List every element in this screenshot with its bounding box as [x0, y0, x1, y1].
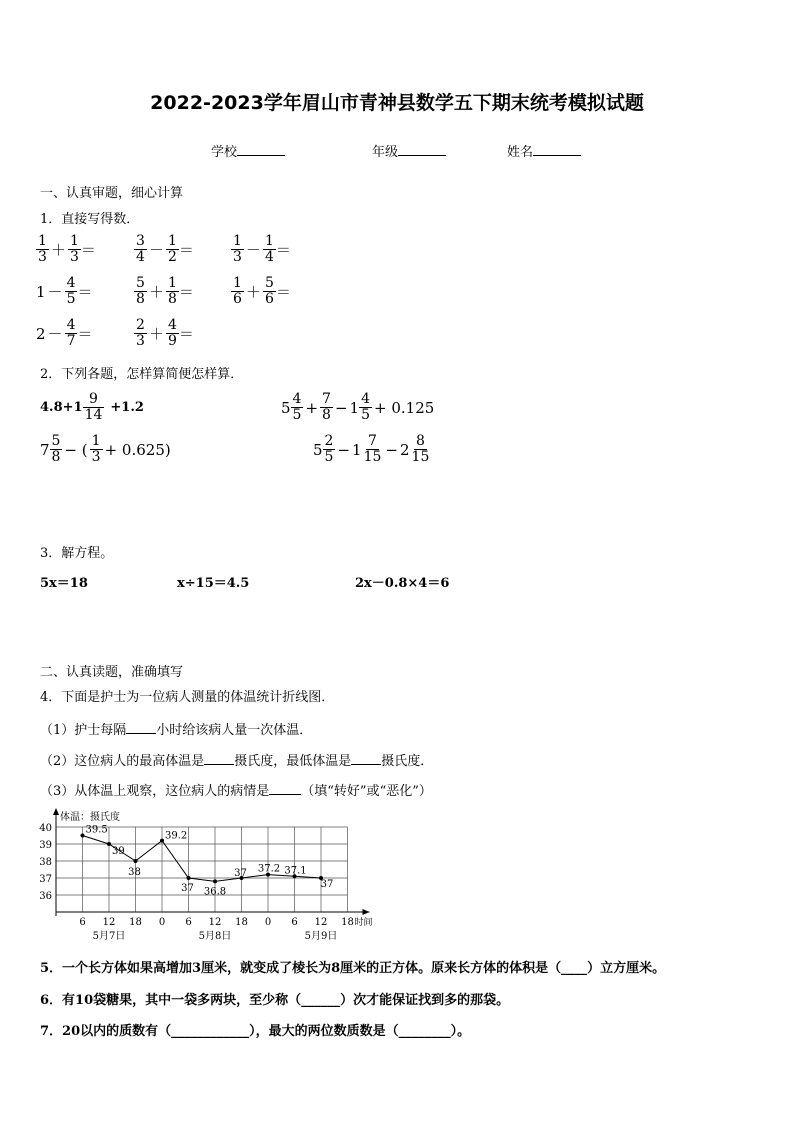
data-point [107, 842, 111, 846]
calc-1-3: $\frac{1}{3}$ － $\frac{1}{4}$ ＝ [233, 233, 291, 265]
x-tick-label: 18 [235, 917, 248, 928]
data-point [160, 839, 164, 843]
expr-2-2: 5 $\frac{4}{5}$ + $\frac{7}{8}$ − 1 $\frac{4}{5}$ + 0.125 [281, 391, 435, 423]
calc-2-3: $\frac{1}{6}$ ＋ $\frac{5}{6}$ ＝ [233, 275, 291, 307]
x-tick-label: 6 [79, 917, 86, 928]
calc-1-1: $\frac{1}{3}$ ＋ $\frac{1}{3}$ ＝ [38, 233, 96, 265]
x-tick-label: 12 [314, 917, 328, 928]
section-1-heading: 一、认真审题，细心计算 [40, 186, 184, 201]
day-label: 5月8日 [198, 931, 232, 942]
question-2: 2．下列各题，怎样算简便怎样算． [40, 367, 244, 382]
equation-1: 5x＝18 [40, 576, 88, 591]
y-tick-label: 38 [39, 857, 52, 868]
x-axis-label: 时间 [354, 918, 373, 928]
name-field[interactable] [507, 141, 581, 160]
grade-label: 年级 [372, 145, 399, 160]
calc-2-1: 1 － $\frac{4}{5}$ ＝ [36, 275, 93, 307]
x-tick-label: 18 [341, 917, 354, 928]
data-label: 39.5 [85, 824, 108, 836]
question-1: 1．直接写得数． [40, 212, 140, 227]
question-6: 6．有10袋糖果，其中一袋多两块，至少称（______）次才能保证找到多的那袋。 [40, 993, 510, 1008]
calc-3-1: 2 － $\frac{4}{7}$ ＝ [36, 317, 93, 349]
data-label: 39 [112, 846, 125, 857]
question-5: 5．一个长方体如果高增加3厘米，就变成了棱长为8厘米的正方体。原来长方体的体积是（____）立方厘米。 [40, 961, 666, 976]
name-label: 姓名 [507, 145, 534, 160]
day-label: 5月7日 [92, 931, 126, 942]
day-label: 5月9日 [304, 931, 338, 942]
page-title: 2022-2023学年眉山市青神县数学五下期末统考模拟试题 [150, 92, 644, 114]
grade-blank[interactable] [398, 143, 446, 156]
answer-blank[interactable] [126, 721, 156, 734]
x-tick-label: 0 [158, 917, 166, 928]
data-point [213, 879, 217, 883]
data-label: 37 [234, 868, 247, 879]
x-tick-label: 6 [185, 917, 192, 928]
data-label: 36.8 [203, 886, 227, 898]
data-point [81, 834, 85, 838]
y-tick-label: 40 [39, 823, 52, 834]
school-blank[interactable] [237, 143, 285, 156]
question-3: 3．解方程。 [40, 546, 114, 561]
calc-1-2: $\frac{3}{4}$ － $\frac{1}{2}$ ＝ [136, 233, 194, 265]
section-2-heading: 二、认真读题，准确填写 [40, 665, 184, 680]
y-tick-label: 39 [39, 840, 52, 851]
data-label: 38 [128, 867, 141, 878]
question-4-1: （1）护士每隔 小时给该病人量一次体温． [40, 723, 313, 738]
x-tick-label: 0 [264, 917, 272, 928]
data-label: 37.1 [284, 865, 307, 877]
answer-blank[interactable] [204, 752, 234, 765]
expr-2-3: 7 $\frac{5}{8}$ − ( $\frac{1}{3}$ + 0.625) [40, 433, 171, 465]
temperature-line-chart [34, 808, 394, 948]
chart-title: 体温：摄氏度 [60, 812, 120, 823]
equation-2: x÷15＝4.5 [177, 576, 250, 591]
calc-3-2: $\frac{2}{3}$ ＋ $\frac{4}{9}$ ＝ [136, 317, 194, 349]
data-label: 37 [320, 879, 334, 890]
question-4-2: （2）这位病人的最高体温是 摄氏度，最低体温是 摄氏度． [40, 754, 434, 769]
x-tick-label: 18 [129, 917, 142, 928]
grade-field[interactable] [372, 141, 446, 160]
expr-2-1: 4.8+1 $\frac{9}{14}$ +1.2 [40, 391, 144, 423]
answer-blank[interactable] [351, 752, 381, 765]
x-axis-arrow [363, 909, 370, 915]
y-axis-arrow [53, 808, 59, 815]
x-tick-label: 12 [208, 917, 222, 928]
answer-blank[interactable] [269, 782, 301, 795]
calc-2-2: $\frac{5}{8}$ ＋ $\frac{1}{8}$ ＝ [136, 275, 194, 307]
question-4: 4．下面是护士为一位病人测量的体温统计折线图． [40, 690, 335, 705]
data-point [134, 859, 138, 863]
x-tick-label: 6 [291, 917, 298, 928]
data-label: 39.2 [165, 830, 188, 842]
data-point [187, 876, 191, 880]
x-tick-label: 12 [102, 917, 116, 928]
school-label: 学校 [211, 145, 238, 160]
question-7: 7．20以内的质数有（____________），最大的两位数质数是（________）。 [40, 1024, 471, 1039]
name-blank[interactable] [533, 143, 581, 156]
y-tick-label: 36 [39, 891, 52, 902]
expr-2-4: 5 $\frac{2}{5}$ − 1 $\frac{7}{15}$ − 2 $\frac{8}{15}$ [313, 433, 430, 465]
y-tick-label: 37 [39, 874, 52, 885]
school-field[interactable] [211, 141, 285, 160]
equation-3: 2x－0.8×4＝6 [355, 576, 450, 591]
data-label: 37.2 [257, 863, 281, 875]
question-4-3: （3）从体温上观察，这位病人的病情是 （填“转好”或“恶化”） [40, 784, 432, 799]
data-label: 37 [181, 883, 194, 894]
